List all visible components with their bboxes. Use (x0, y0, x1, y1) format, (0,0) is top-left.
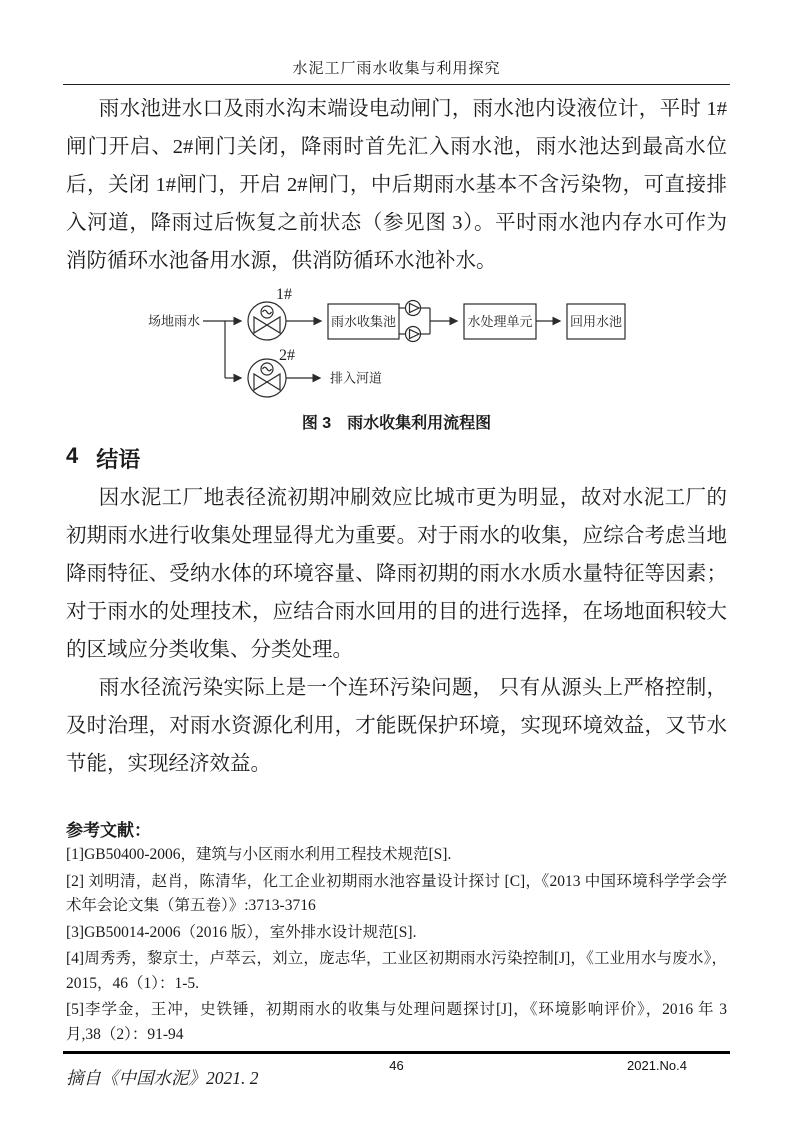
page-footer (0, 1051, 793, 1091)
page-number: 46 (389, 1058, 404, 1073)
references-heading: 参考文献： (66, 821, 151, 840)
reference-item-1: [1]GB50400-2006，建筑与小区雨水利用工程技术规范[S]. (66, 846, 452, 863)
figure-caption: 图 3 雨水收集利用流程图 (301, 415, 492, 432)
conclusion-paragraph-1: 因水泥工厂地表径流初期冲刷效应比城市更为明显，故对水泥工厂的初期雨水进行收集处理显得尤为重要。对于雨水的收集，应综合考虑当地降雨特征、受纳水体的环境容量、降雨初期的雨水水质水量特征等因素；对于雨水的处理技术，应结合雨水回用的目的进行选择，在场地面积较大的区域应分类收集、分类处理。 (66, 487, 727, 661)
valve-1-label: 1# (276, 286, 292, 303)
pump-top-icon (399, 301, 430, 316)
conclusion-paragraph-2: 雨水径流污染实际上是一个连环污染问题， 只有从源头上严格控制，及时治理，对雨水资源化利用，才能既保护环境，实现环境效益，又节水节能，实现经济效益。 (66, 677, 727, 775)
source-label: 场地雨水 (147, 313, 200, 329)
valve-bowtie-glyph (254, 374, 280, 390)
valve-2-label: 2# (279, 347, 295, 364)
reuse-pool-label: 回用水池 (569, 314, 623, 329)
section-title: 结语 (96, 447, 141, 472)
issue-label: 2021.No.4 (627, 1058, 687, 1073)
motor-wave-glyph (263, 367, 272, 371)
source-branch-line (203, 321, 225, 378)
collection-pool-label: 雨水收集池 (330, 314, 397, 329)
reference-item-5: [5]李学金，王冲，史铁锤，初期雨水的收集与处理问题探讨[J]，《环境影响评价》，2016 年 3 月,38（2）：91-94 (66, 1001, 727, 1043)
reference-item-3: [3]GB50014-2006（2016 版），室外排水设计规范[S]. (66, 923, 417, 941)
motor-valve-1-icon (248, 302, 286, 340)
discharge-label: 排入河道 (330, 370, 383, 386)
reference-item-4: [4]周秀秀，黎京士，卢萃云，刘立，庞志华，工业区初期雨水污染控制[J]，《工业用水与废水》，2015，46（1）：1-5. (66, 950, 727, 992)
header-rule (63, 84, 730, 85)
treatment-unit-label: 水处理单元 (467, 314, 533, 329)
intro-paragraph: 雨水池进水口及雨水沟末端设电动闸门，雨水池内设液位计，平时 1#闸门开启、2#闸门关闭，降雨时首先汇入雨水池，雨水池达到最高水位后，关闭 1#闸门，开启 2#闸门，中后期雨水基本不含污染物，可直接排入河道，降雨过后恢复之前状态（参见图 3）。平时雨水池内存水可作为消防循环水池备用水源，供消防循环水池补水。 (66, 98, 727, 272)
figure-flow-diagram (130, 284, 665, 402)
motor-wave-glyph (263, 310, 272, 314)
pump-bottom-icon (399, 327, 430, 342)
motor-valve-2-icon (248, 359, 286, 397)
section-number: 4 (66, 443, 79, 468)
page-content (0, 90, 793, 1090)
valve-bowtie-glyph (254, 317, 280, 333)
source-note: 摘自《中国水泥》2021. 2 (66, 1068, 259, 1088)
running-header-title: 水泥工厂雨水收集与利用探究 (292, 61, 501, 77)
reference-item-2: [2] 刘明清，赵肖，陈清华，化工企业初期雨水池容量设计探讨 [C]，《2013 中国环境科学学会学术年会论文集（第五卷）》:3713-3716 (66, 872, 727, 914)
section-heading (66, 443, 727, 474)
footer-rule (63, 1051, 730, 1054)
